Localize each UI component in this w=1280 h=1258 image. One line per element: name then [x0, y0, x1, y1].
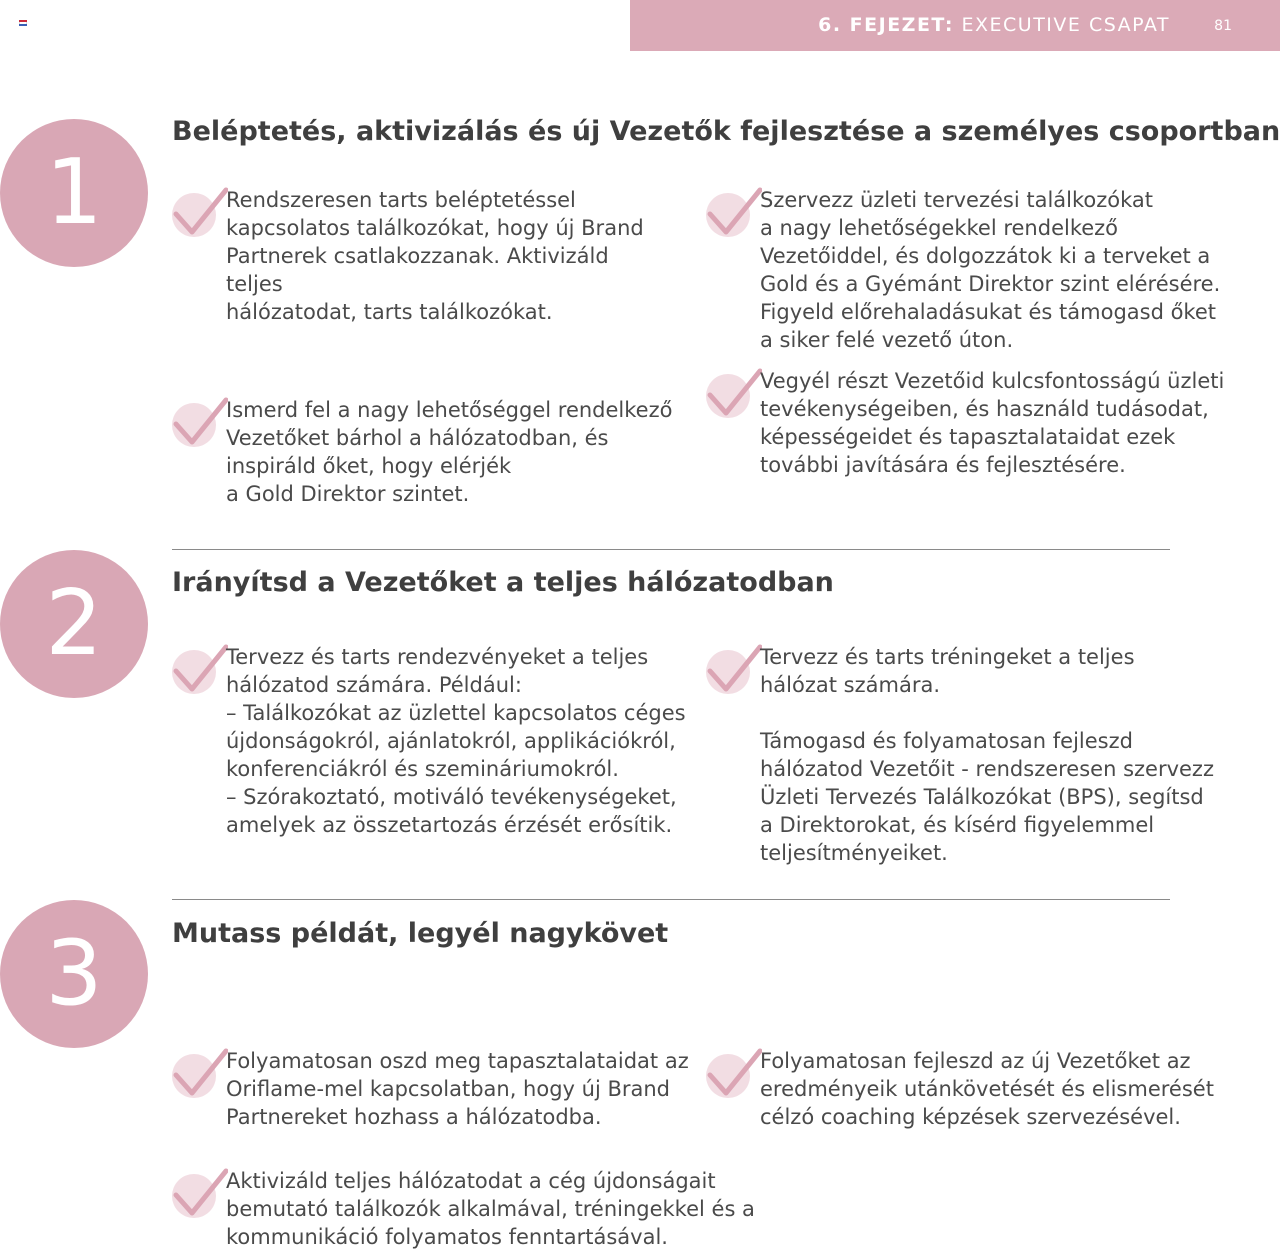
- checkmark-icon: [172, 1167, 228, 1223]
- item-text: Tervezz és tarts tréningeket a teljes hálózat számára. Támogasd és folyamatosan fejleszd hálózatod Vezetőit - rendszeresen szervezz Üzleti Tervezés Találkozókat (BPS), segítsd a Direktorokat, és kísérd figyelemmel teljesítményeiket.: [760, 645, 1214, 865]
- item-text: Szervezz üzleti tervezési találkozókat a nagy lehetőségekkel rendelkező Vezetőiddel, és dolgozzátok ki a terveket a Gold és a Gyémánt Direktor szint elérésére. Figyeld előrehaladásukat és támogasd őket a siker felé vezető úton.: [760, 188, 1221, 352]
- section-2-number: 2: [0, 550, 148, 698]
- chapter-name: EXECUTIVE CSAPAT: [961, 14, 1170, 36]
- item-text: Rendszeresen tarts beléptetéssel kapcsolatos találkozókat, hogy új Brand Partnerek csatlakozzanak. Aktivizáld teljes hálózatodat, tarts találkozókat.: [226, 188, 644, 324]
- checkmark-icon: [172, 396, 228, 452]
- checkmark-icon: [706, 643, 762, 699]
- item-text: Ismerd fel a nagy lehetőséggel rendelkező Vezetőket bárhol a hálózatodban, és inspiráld őket, hogy elérjék a Gold Direktor szintet.: [226, 398, 673, 506]
- checkmark-icon: [172, 186, 228, 242]
- list-item: [172, 1047, 702, 1147]
- checkmark-icon: [706, 1047, 762, 1103]
- item-text: Folyamatosan fejleszd az új Vezetőket az eredményeik utánkövetését és elismerését célzó coaching képzések szervezésével.: [760, 1049, 1214, 1129]
- section-2-title: Irányítsd a Vezetőket a teljes hálózatodban: [172, 567, 834, 598]
- list-item: [172, 1167, 772, 1257]
- list-item: [172, 186, 672, 324]
- list-item: [172, 643, 702, 843]
- chapter-header: [630, 0, 1280, 51]
- checkmark-icon: [706, 186, 762, 242]
- list-item: [706, 1047, 1226, 1147]
- item-text: Folyamatosan oszd meg tapasztalataidat az Oriflame-mel kapcsolatban, hogy új Brand Partnereket hozhass a hálózatodba.: [226, 1049, 689, 1129]
- checkmark-icon: [172, 643, 228, 699]
- list-item: [706, 643, 1226, 883]
- checkmark-icon: [172, 1047, 228, 1103]
- list-item: [706, 186, 1226, 366]
- section-divider: [172, 899, 1170, 900]
- chapter-title: [818, 14, 1170, 36]
- section-3-title: Mutass példát, legyél nagykövet: [172, 918, 669, 949]
- section-3-number: 3: [0, 900, 148, 1048]
- section-divider: [172, 549, 1170, 550]
- section-1-title: Beléptetés, aktivizálás és új Vezetők fejlesztése a személyes csoportban: [172, 116, 1280, 147]
- language-flag-icon: [19, 20, 27, 26]
- checkmark-icon: [706, 367, 762, 423]
- item-text: Tervezz és tarts rendezvényeket a teljes hálózatod számára. Például: – Találkozókat az üzlettel kapcsolatos céges újdonságokról, ajánlatokról, applikációkról, konferenciákról és szemináriumokról. – Szórakoztató, motiváló tevékenységeket, amelyek az összetartozás érzését erősítik.: [226, 645, 686, 837]
- section-1-number: 1: [0, 119, 148, 267]
- list-item: [706, 367, 1226, 497]
- item-text: Aktivizáld teljes hálózatodat a cég újdonságait bemutató találkozók alkalmával, tréningekkel és a kommunikáció folyamatos fenntartásával.: [226, 1169, 755, 1249]
- chapter-number: 6. FEJEZET:: [818, 14, 954, 36]
- list-item: [172, 396, 692, 526]
- page-number: 81: [1214, 18, 1232, 34]
- item-text: Vegyél részt Vezetőid kulcsfontosságú üzleti tevékenységeiben, és használd tudásodat, képességeidet és tapasztalataidat ezek további javítására és fejlesztésére.: [760, 369, 1225, 477]
